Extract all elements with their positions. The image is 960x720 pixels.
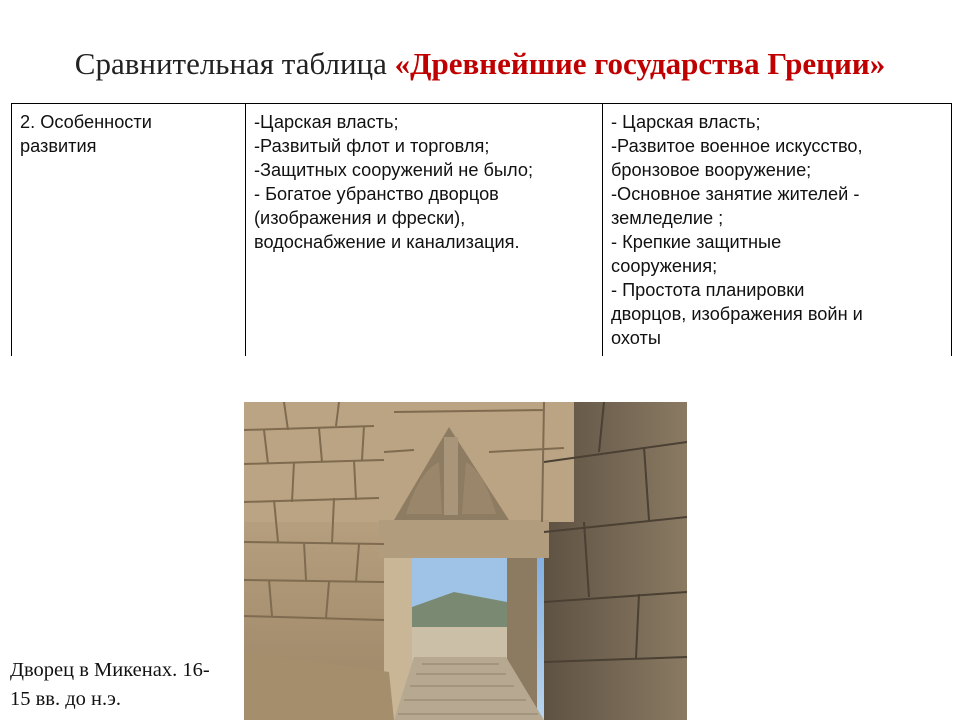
feature-line: охоты <box>611 328 661 348</box>
title-highlight: «Древнейшие государства Греции» <box>394 46 886 81</box>
feature-line: сооружения; <box>611 256 718 276</box>
caption-line: 15 вв. до н.э. <box>10 688 122 710</box>
feature-line: - Богатое убранство дворцов <box>254 184 499 204</box>
feature-line: -Развитое военное искусство, <box>611 136 863 156</box>
slide-title <box>0 44 960 84</box>
feature-line: дворцов, изображения войн и <box>611 304 863 324</box>
feature-line: водоснабжение и канализация. <box>254 232 520 252</box>
caption-line: Дворец в Микенах. 16- <box>10 659 210 681</box>
comparison-table <box>11 103 952 356</box>
mycenaean-features-cell <box>602 104 952 356</box>
feature-line: - Крепкие защитные <box>611 232 782 252</box>
row-header-line: 2. Особенности <box>20 112 152 132</box>
lion-gate-photo <box>244 402 687 720</box>
title-prefix: Сравнительная таблица <box>74 46 395 81</box>
minoan-features-cell <box>245 104 602 356</box>
feature-line: -Защитных сооружений не было; <box>254 160 533 180</box>
feature-line: - Простота планировки <box>611 280 805 300</box>
feature-line: земледелие ; <box>611 208 724 228</box>
row-header-line: развития <box>20 136 97 156</box>
feature-line: - Царская власть; <box>611 112 761 132</box>
photo-caption <box>10 656 260 714</box>
feature-line: -Развитый флот и торговля; <box>254 136 490 156</box>
feature-line: -Царская власть; <box>254 112 399 132</box>
feature-line: бронзовое вооружение; <box>611 160 812 180</box>
feature-line: (изображения и фрески), <box>254 208 466 228</box>
row-header-cell <box>11 104 245 356</box>
feature-line: -Основное занятие жителей - <box>611 184 860 204</box>
